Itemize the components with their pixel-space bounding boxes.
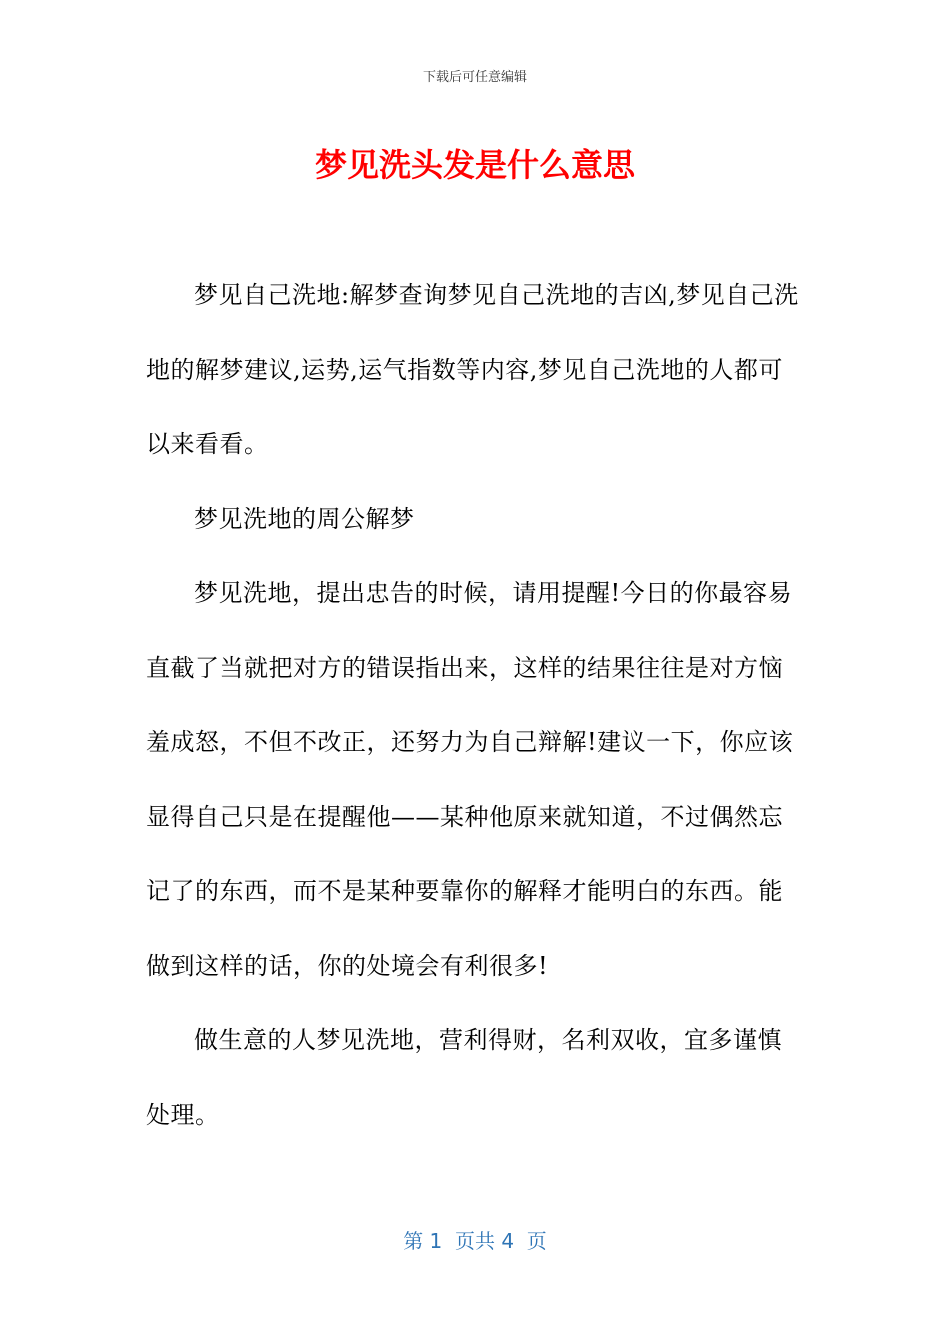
paragraph-advice: 梦见洗地，提出忠告的时候，请用提醒!今日的你最容易直截了当就把对方的错误指出来，这样的结果往往是对方恼羞成怒，不但不改正，还努力为自己辩解!建议一下，你应该显得自己只是在提醒他——某种他原来就知道，不过偶然忘记了的东西，而不是某种要靠你的解释才能明白的东西。能做到这样的话，你的处境会有利很多! (146, 579, 794, 980)
page-number-footer: 第 1 页共 4 页 (403, 1229, 547, 1253)
paragraph-heading: 梦见洗地的周公解梦 (194, 504, 415, 533)
paragraph-intro: 梦见自己洗地:解梦查询梦见自己洗地的吉凶,梦见自己洗地的解梦建议,运势,运气指数等内容,梦见自己洗地的人都可以来看看。 (146, 281, 799, 458)
header-note: 下载后可任意编辑 (422, 70, 527, 85)
paragraph-business: 做生意的人梦见洗地，营利得财，名利双收，宜多谨慎处理。 (146, 1026, 782, 1129)
document-body (146, 258, 806, 1152)
document-title: 梦见洗头发是什么意思 (314, 146, 635, 184)
